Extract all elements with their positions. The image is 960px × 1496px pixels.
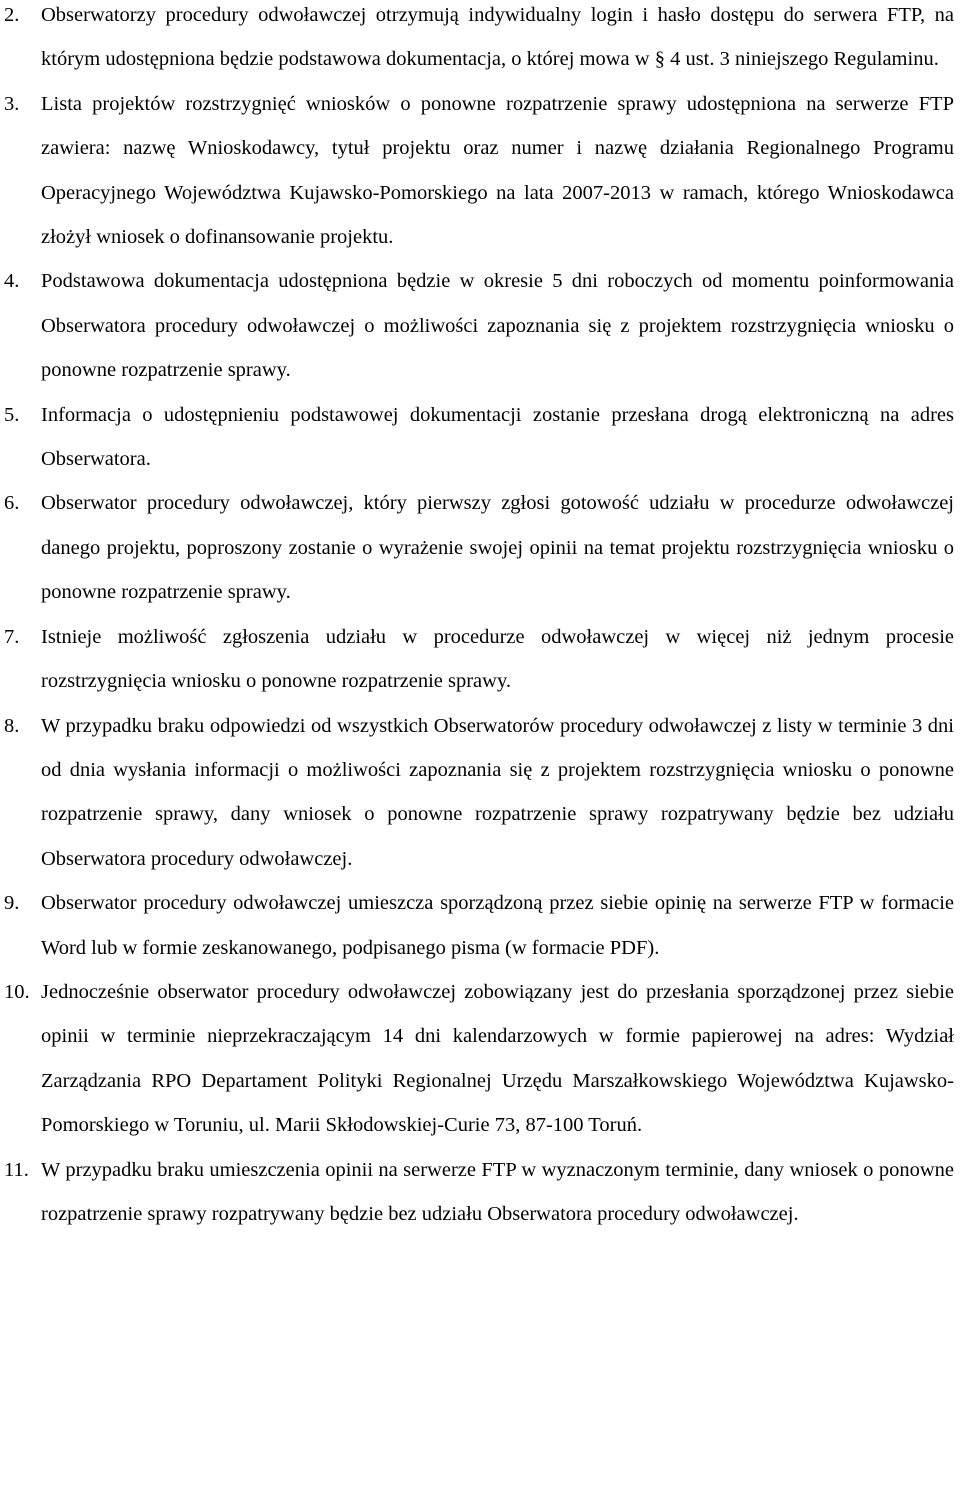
list-item [4,259,954,392]
item-number: 6. [4,492,20,515]
item-number: 7. [4,625,20,648]
item-text: Obserwator procedury odwoławczej umieszcza sporządzoną przez siebie opinię na serwerze FTP w formacie Word lub w formie zeskanowanego, podpisanego pisma (w formacie PDF). [41,892,954,959]
item-number: 2. [4,4,20,26]
list-item [4,393,954,482]
item-text: Jednocześnie obserwator procedury odwoławczej zobowiązany jest do przesłania sporządzonej przez siebie opinii w terminie nieprzekraczającym 14 dni kalendarzowych w formie papierowej na adres: Wydział Zarządzania RPO Departament Polityki Regionalnej Urzędu Marszałkowskiego Województwa Kujawsko-Pomorskiego w Toruniu, ul. Marii Skłodowskiej-Curie 73, 87-100 Toruń. [41,980,954,1137]
item-number: 5. [4,403,20,426]
list-item [4,881,954,970]
item-number: 3. [4,92,20,115]
item-text: W przypadku braku odpowiedzi od wszystkich Obserwatorów procedury odwoławczej z listy w terminie 3 dni od dnia wysłania informacji o możliwości zapoznania się z projektem rozstrzygnięcia wniosku o ponowne rozpatrzenie sprawy, dany wniosek o ponowne rozpatrzenie sprawy rozpatrywany będzie bez udziału Obserwatora procedury odwoławczej. [41,714,954,870]
list-item [4,615,954,704]
item-text: W przypadku braku umieszczenia opinii na serwerze FTP w wyznaczonym terminie, dany wniosek o ponowne rozpatrzenie sprawy rozpatrywany będzie bez udziału Obserwatora procedury odwoławczej. [41,1158,954,1225]
list-item [4,970,954,1148]
item-number: 9. [4,892,20,915]
item-number: 4. [4,270,20,293]
list-item [4,0,954,82]
item-text: Podstawowa dokumentacja udostępniona będzie w okresie 5 dni roboczych od momentu poinformowania Obserwatora procedury odwoławczej o możliwości zapoznania się z projektem rozstrzygnięcia wniosku o ponowne rozpatrzenie sprawy. [41,270,954,382]
item-number: 8. [4,714,20,737]
item-number: 11. [4,1158,29,1181]
list-item [4,82,954,260]
item-text: Lista projektów rozstrzygnięć wniosków o ponowne rozpatrzenie sprawy udostępniona na serwerze FTP zawiera: nazwę Wnioskodawcy, tytuł projektu oraz numer i nazwę działania Regionalnego Programu Operacyjnego Województwa Kujawsko-Pomorskiego na lata 2007-2013 w ramach, którego Wnioskodawca złożył wniosek o dofinansowanie projektu. [41,92,954,249]
item-text: Obserwator procedury odwoławczej, który pierwszy zgłosi gotowość udziału w procedurze odwoławczej danego projektu, poproszony zostanie o wyrażenie swojej opinii na temat projektu rozstrzygnięcia wniosku o ponowne rozpatrzenie sprawy. [41,492,954,604]
list-item [4,1148,954,1237]
item-text: Obserwatorzy procedury odwoławczej otrzymują indywidualny login i hasło dostępu do serwera FTP, na którym udostępniona będzie podstawowa dokumentacja, o której mowa w § 4 ust. 3 niniejszego Regulaminu. [41,4,954,71]
list-item [4,481,954,614]
item-text: Informacja o udostępnieniu podstawowej dokumentacji zostanie przesłana drogą elektroniczną na adres Obserwatora. [41,403,954,471]
list-item [4,704,954,882]
item-number: 10. [4,980,30,1003]
item-text: Istnieje możliwość zgłoszenia udziału w procedurze odwoławczej w więcej niż jednym procesie rozstrzygnięcia wniosku o ponowne rozpatrzenie sprawy. [41,625,954,693]
